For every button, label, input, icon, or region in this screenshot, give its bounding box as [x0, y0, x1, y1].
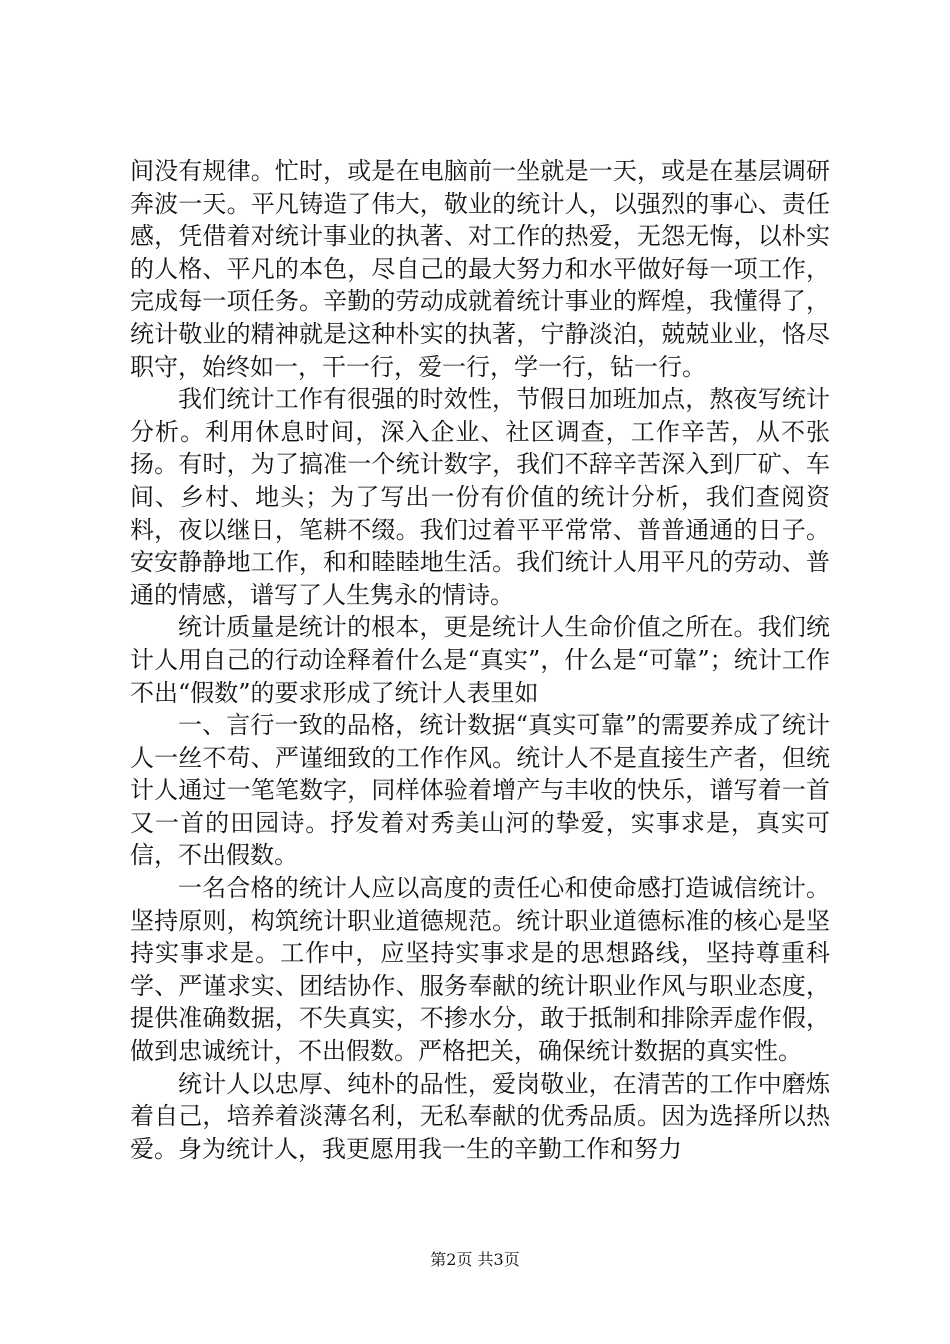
- paragraph-6: 统计人以忠厚、纯朴的品性，爱岗敬业，在清苦的工作中磨炼着自己，培养着淡薄名利，无私奉献的优秀品质。因为选择所以热爱。身为统计人，我更愿用我一生的辛勤工作和努力: [130, 1069, 830, 1163]
- paragraph-2: 我们统计工作有很强的时效性，节假日加班加点，熬夜写统计分析。利用休息时间，深入企业、社区调查，工作辛苦，从不张扬。有时，为了搞准一个统计数字，我们不辞辛苦深入到厂矿、车间、乡村、地头；为了写出一份有价值的统计分析，我们查阅资料，夜以继日，笔耕不缀。我们过着平平常常、普普通通的日子。安安静静地工作，和和睦睦地生活。我们统计人用平凡的劳动、普通的情感，谱写了人生隽永的情诗。: [130, 385, 830, 609]
- paragraph-1: 间没有规律。忙时，或是在电脑前一坐就是一天，或是在基层调研奔波一天。平凡铸造了伟大，敬业的统计人，以强烈的事心、责任感，凭借着对统计事业的执著、对工作的热爱，无怨无悔，以朴实的人格、平凡的本色，尽自己的最大努力和水平做好每一项工作，完成每一项任务。辛勤的劳动成就着统计事业的辉煌，我懂得了，统计敬业的精神就是这种朴实的执著，宁静淡泊，兢兢业业，恪尽职守，始终如一，干一行，爱一行，学一行，钻一行。: [130, 157, 830, 381]
- paragraph-5: 一名合格的统计人应以高度的责任心和使命感打造诚信统计。坚持原则，构筑统计职业道德规范。统计职业道德标准的核心是坚持实事求是。工作中，应坚持实事求是的思想路线，坚持尊重科学、严谨求实、团结协作、服务奉献的统计职业作风与职业态度，提供准确数据，不失真实，不掺水分，敢于抵制和排除弄虚作假，做到忠诚统计，不出假数。严格把关，确保统计数据的真实性。: [130, 874, 830, 1066]
- paragraph-4: 一、言行一致的品格，统计数据“真实可靠”的需要养成了统计人一丝不苟、严谨细致的工作作风。统计人不是直接生产者，但统计人通过一笔笔数字，同样体验着增产与丰收的快乐，谱写着一首又一首的田园诗。抒发着对秀美山河的挚爱，实事求是，真实可信，不出假数。: [130, 711, 830, 870]
- paragraph-3: 统计质量是统计的根本，更是统计人生命价值之所在。我们统计人用自己的行动诠释着什么是“真实”，什么是“可靠”；统计工作不出“假数”的要求形成了统计人表里如: [130, 613, 830, 707]
- document-body: [130, 155, 830, 1165]
- page-number-footer: 第2页 共3页: [430, 1250, 520, 1269]
